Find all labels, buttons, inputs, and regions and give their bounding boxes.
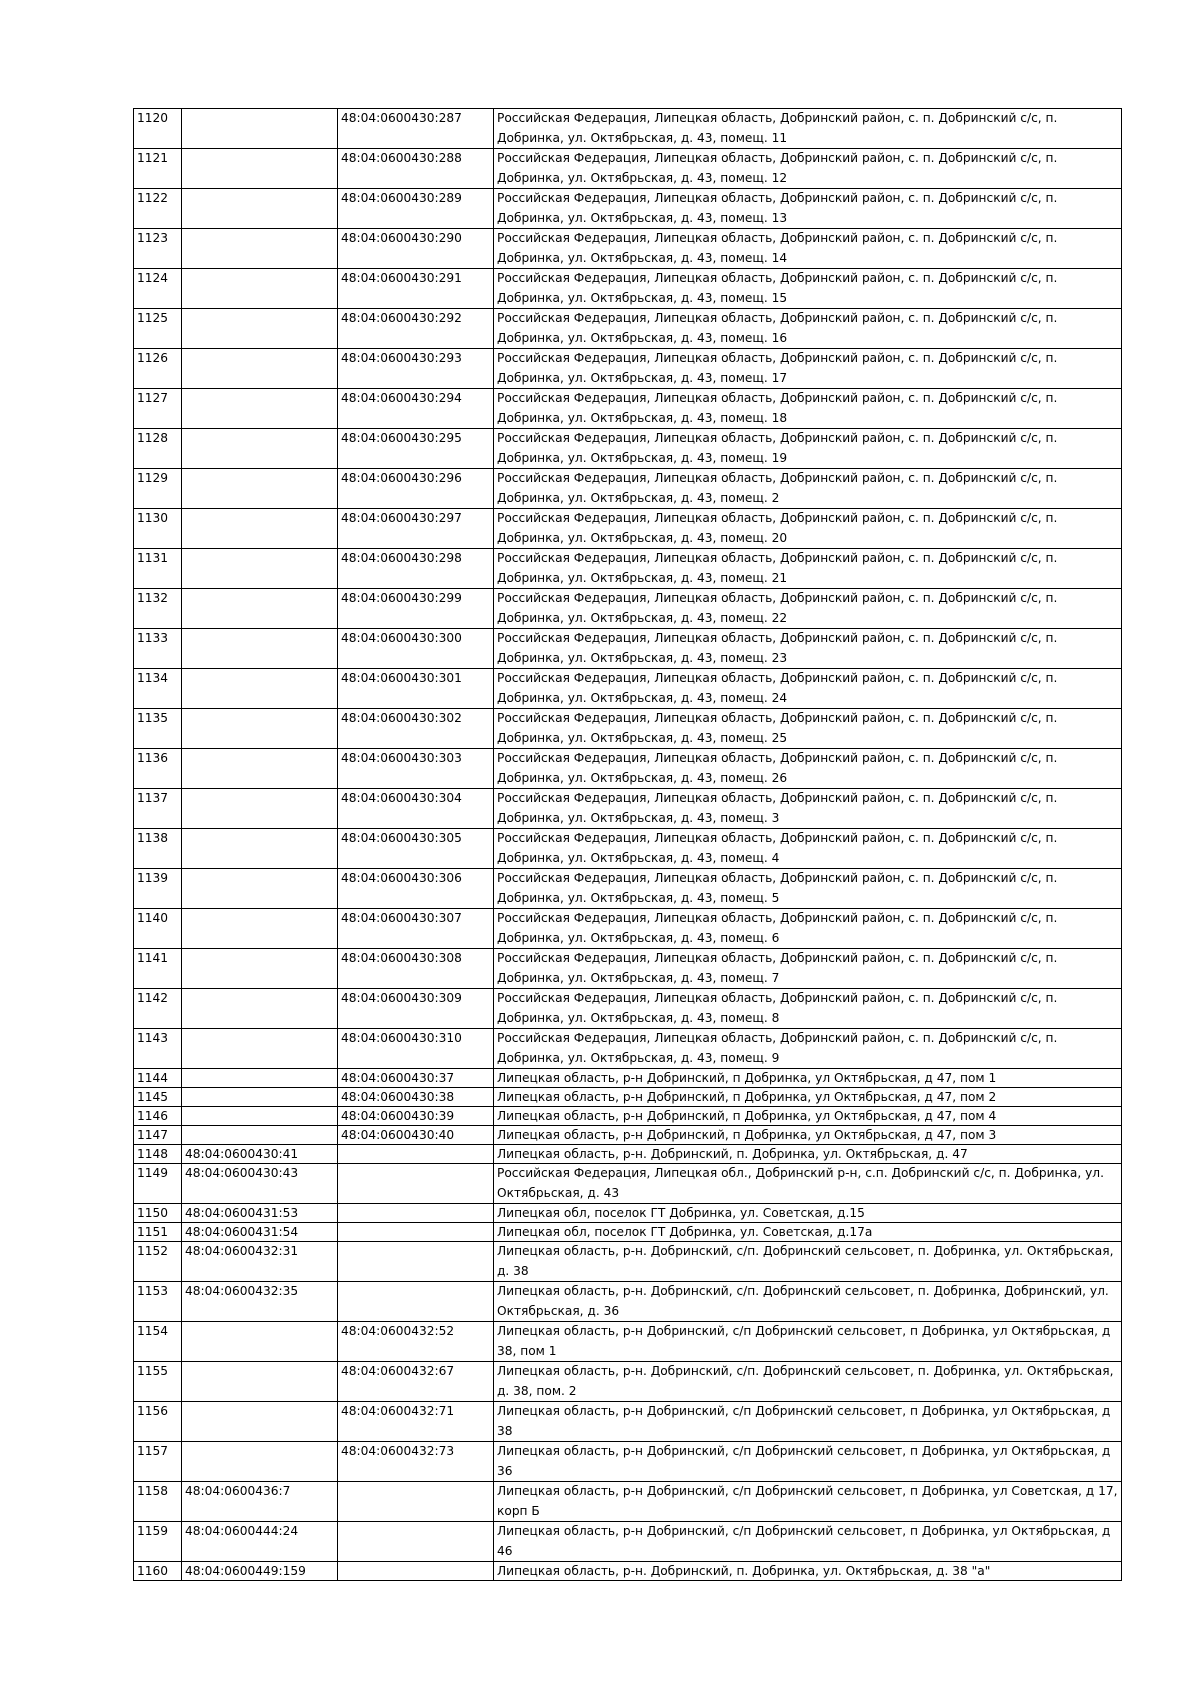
address-cell: Российская Федерация, Липецкая область, Добринский район, с. п. Добринский с/с, п. Добринка, ул. Октябрьская, д. 43, помещ. 7	[494, 949, 1122, 989]
object-cadastral-number-cell: 48:04:0600430:38	[338, 1088, 494, 1107]
row-number-cell: 1145	[134, 1088, 182, 1107]
address-cell: Российская Федерация, Липецкая область, Добринский район, с. п. Добринский с/с, п. Добринка, ул. Октябрьская, д. 43, помещ. 22	[494, 589, 1122, 629]
object-cadastral-number-cell: 48:04:0600430:288	[338, 149, 494, 189]
land-cadastral-number-cell	[182, 349, 338, 389]
row-number-cell: 1128	[134, 429, 182, 469]
table-row	[134, 1322, 1122, 1362]
address-cell: Российская Федерация, Липецкая область, Добринский район, с. п. Добринский с/с, п. Добринка, ул. Октябрьская, д. 43, помещ. 3	[494, 789, 1122, 829]
address-cell: Российская Федерация, Липецкая область, Добринский район, с. п. Добринский с/с, п. Добринка, ул. Октябрьская, д. 43, помещ. 18	[494, 389, 1122, 429]
table-row	[134, 709, 1122, 749]
land-cadastral-number-cell: 48:04:0600444:24	[182, 1522, 338, 1562]
row-number-cell: 1155	[134, 1362, 182, 1402]
land-cadastral-number-cell	[182, 1029, 338, 1069]
land-cadastral-number-cell	[182, 469, 338, 509]
object-cadastral-number-cell: 48:04:0600430:301	[338, 669, 494, 709]
object-cadastral-number-cell	[338, 1522, 494, 1562]
address-cell: Российская Федерация, Липецкая область, Добринский район, с. п. Добринский с/с, п. Добринка, ул. Октябрьская, д. 43, помещ. 6	[494, 909, 1122, 949]
table-row	[134, 349, 1122, 389]
address-cell: Липецкая область, р-н Добринский, п Добринка, ул Октябрьская, д 47, пом 1	[494, 1069, 1122, 1088]
table-row	[134, 1088, 1122, 1107]
table-row	[134, 109, 1122, 149]
row-number-cell: 1150	[134, 1204, 182, 1223]
object-cadastral-number-cell: 48:04:0600430:306	[338, 869, 494, 909]
object-cadastral-number-cell: 48:04:0600430:290	[338, 229, 494, 269]
table-row	[134, 589, 1122, 629]
object-cadastral-number-cell: 48:04:0600430:295	[338, 429, 494, 469]
address-cell: Липецкая обл, поселок ГТ Добринка, ул. Советская, д.17а	[494, 1223, 1122, 1242]
table-row	[134, 1069, 1122, 1088]
object-cadastral-number-cell: 48:04:0600430:293	[338, 349, 494, 389]
object-cadastral-number-cell	[338, 1482, 494, 1522]
row-number-cell: 1123	[134, 229, 182, 269]
address-cell: Российская Федерация, Липецкая область, Добринский район, с. п. Добринский с/с, п. Добринка, ул. Октябрьская, д. 43, помещ. 5	[494, 869, 1122, 909]
object-cadastral-number-cell: 48:04:0600430:305	[338, 829, 494, 869]
address-cell: Липецкая область, р-н Добринский, п Добринка, ул Октябрьская, д 47, пом 3	[494, 1126, 1122, 1145]
object-cadastral-number-cell: 48:04:0600430:308	[338, 949, 494, 989]
table-row	[134, 469, 1122, 509]
address-cell: Липецкая область, р-н. Добринский, с/п. Добринский сельсовет, п. Добринка, Добринский, ул. Октябрьская, д. 36	[494, 1282, 1122, 1322]
row-number-cell: 1130	[134, 509, 182, 549]
row-number-cell: 1121	[134, 149, 182, 189]
table-row	[134, 1562, 1122, 1581]
row-number-cell: 1149	[134, 1164, 182, 1204]
address-cell: Российская Федерация, Липецкая область, Добринский район, с. п. Добринский с/с, п. Добринка, ул. Октябрьская, д. 43, помещ. 24	[494, 669, 1122, 709]
address-cell: Российская Федерация, Липецкая область, Добринский район, с. п. Добринский с/с, п. Добринка, ул. Октябрьская, д. 43, помещ. 15	[494, 269, 1122, 309]
address-cell: Российская Федерация, Липецкая область, Добринский район, с. п. Добринский с/с, п. Добринка, ул. Октябрьская, д. 43, помещ. 17	[494, 349, 1122, 389]
land-cadastral-number-cell	[182, 549, 338, 589]
land-cadastral-number-cell	[182, 629, 338, 669]
land-cadastral-number-cell	[182, 989, 338, 1029]
address-cell: Российская Федерация, Липецкая область, Добринский район, с. п. Добринский с/с, п. Добринка, ул. Октябрьская, д. 43, помещ. 12	[494, 149, 1122, 189]
row-number-cell: 1132	[134, 589, 182, 629]
row-number-cell: 1152	[134, 1242, 182, 1282]
object-cadastral-number-cell: 48:04:0600432:73	[338, 1442, 494, 1482]
row-number-cell: 1156	[134, 1402, 182, 1442]
object-cadastral-number-cell: 48:04:0600430:304	[338, 789, 494, 829]
land-cadastral-number-cell: 48:04:0600432:31	[182, 1242, 338, 1282]
row-number-cell: 1141	[134, 949, 182, 989]
address-cell: Российская Федерация, Липецкая область, Добринский район, с. п. Добринский с/с, п. Добринка, ул. Октябрьская, д. 43, помещ. 16	[494, 309, 1122, 349]
table-row	[134, 149, 1122, 189]
object-cadastral-number-cell: 48:04:0600430:296	[338, 469, 494, 509]
table-row	[134, 1223, 1122, 1242]
address-cell: Российская Федерация, Липецкая область, Добринский район, с. п. Добринский с/с, п. Добринка, ул. Октябрьская, д. 43, помещ. 20	[494, 509, 1122, 549]
object-cadastral-number-cell	[338, 1223, 494, 1242]
land-cadastral-number-cell	[182, 189, 338, 229]
land-cadastral-number-cell	[182, 309, 338, 349]
table-body	[134, 109, 1122, 1581]
object-cadastral-number-cell: 48:04:0600432:67	[338, 1362, 494, 1402]
address-cell: Липецкая обл, поселок ГТ Добринка, ул. Советская, д.15	[494, 1204, 1122, 1223]
table-row	[134, 789, 1122, 829]
object-cadastral-number-cell	[338, 1282, 494, 1322]
row-number-cell: 1157	[134, 1442, 182, 1482]
land-cadastral-number-cell	[182, 1402, 338, 1442]
object-cadastral-number-cell	[338, 1242, 494, 1282]
table-row	[134, 1204, 1122, 1223]
object-cadastral-number-cell: 48:04:0600430:303	[338, 749, 494, 789]
address-cell: Российская Федерация, Липецкая обл., Добринский р-н, с.п. Добринский с/с, п. Добринка, ул. Октябрьская, д. 43	[494, 1164, 1122, 1204]
land-cadastral-number-cell	[182, 1107, 338, 1126]
table-row	[134, 1522, 1122, 1562]
row-number-cell: 1151	[134, 1223, 182, 1242]
land-cadastral-number-cell	[182, 389, 338, 429]
address-cell: Липецкая область, р-н Добринский, с/п Добринский сельсовет, п Добринка, ул Октябрьская, д 38	[494, 1402, 1122, 1442]
address-cell: Липецкая область, р-н. Добринский, п. Добринка, ул. Октябрьская, д. 47	[494, 1145, 1122, 1164]
land-cadastral-number-cell	[182, 949, 338, 989]
land-cadastral-number-cell	[182, 749, 338, 789]
row-number-cell: 1144	[134, 1069, 182, 1088]
land-cadastral-number-cell	[182, 789, 338, 829]
table-row	[134, 989, 1122, 1029]
address-cell: Липецкая область, р-н. Добринский, п. Добринка, ул. Октябрьская, д. 38 "а"	[494, 1562, 1122, 1581]
table-row	[134, 949, 1122, 989]
address-cell: Липецкая область, р-н Добринский, с/п Добринский сельсовет, п Добринка, ул Октябрьская, д 38, пом 1	[494, 1322, 1122, 1362]
land-cadastral-number-cell	[182, 1069, 338, 1088]
object-cadastral-number-cell: 48:04:0600430:37	[338, 1069, 494, 1088]
land-cadastral-number-cell	[182, 709, 338, 749]
row-number-cell: 1148	[134, 1145, 182, 1164]
address-cell: Российская Федерация, Липецкая область, Добринский район, с. п. Добринский с/с, п. Добринка, ул. Октябрьская, д. 43, помещ. 21	[494, 549, 1122, 589]
land-cadastral-number-cell	[182, 429, 338, 469]
address-cell: Российская Федерация, Липецкая область, Добринский район, с. п. Добринский с/с, п. Добринка, ул. Октябрьская, д. 43, помещ. 2	[494, 469, 1122, 509]
land-cadastral-number-cell: 48:04:0600436:7	[182, 1482, 338, 1522]
row-number-cell: 1142	[134, 989, 182, 1029]
row-number-cell: 1125	[134, 309, 182, 349]
row-number-cell: 1126	[134, 349, 182, 389]
row-number-cell: 1129	[134, 469, 182, 509]
land-cadastral-number-cell	[182, 149, 338, 189]
table-row	[134, 1164, 1122, 1204]
address-cell: Российская Федерация, Липецкая область, Добринский район, с. п. Добринский с/с, п. Добринка, ул. Октябрьская, д. 43, помещ. 23	[494, 629, 1122, 669]
land-cadastral-number-cell	[182, 829, 338, 869]
row-number-cell: 1136	[134, 749, 182, 789]
row-number-cell: 1137	[134, 789, 182, 829]
table-row	[134, 1029, 1122, 1069]
row-number-cell: 1134	[134, 669, 182, 709]
object-cadastral-number-cell: 48:04:0600430:297	[338, 509, 494, 549]
land-cadastral-number-cell	[182, 109, 338, 149]
object-cadastral-number-cell: 48:04:0600432:71	[338, 1402, 494, 1442]
row-number-cell: 1122	[134, 189, 182, 229]
address-cell: Липецкая область, р-н Добринский, п Добринка, ул Октябрьская, д 47, пом 2	[494, 1088, 1122, 1107]
table-row	[134, 1282, 1122, 1322]
row-number-cell: 1135	[134, 709, 182, 749]
table-row	[134, 829, 1122, 869]
table-row	[134, 1442, 1122, 1482]
land-cadastral-number-cell	[182, 1362, 338, 1402]
land-cadastral-number-cell: 48:04:0600431:53	[182, 1204, 338, 1223]
address-cell: Российская Федерация, Липецкая область, Добринский район, с. п. Добринский с/с, п. Добринка, ул. Октябрьская, д. 43, помещ. 11	[494, 109, 1122, 149]
land-cadastral-number-cell	[182, 1126, 338, 1145]
object-cadastral-number-cell: 48:04:0600430:39	[338, 1107, 494, 1126]
table-row	[134, 869, 1122, 909]
object-cadastral-number-cell: 48:04:0600430:299	[338, 589, 494, 629]
row-number-cell: 1159	[134, 1522, 182, 1562]
row-number-cell: 1140	[134, 909, 182, 949]
address-cell: Липецкая область, р-н. Добринский, с/п. Добринский сельсовет, п. Добринка, ул. Октябрьская, д. 38, пом. 2	[494, 1362, 1122, 1402]
row-number-cell: 1147	[134, 1126, 182, 1145]
object-cadastral-number-cell: 48:04:0600430:302	[338, 709, 494, 749]
land-cadastral-number-cell: 48:04:0600449:159	[182, 1562, 338, 1581]
land-cadastral-number-cell: 48:04:0600432:35	[182, 1282, 338, 1322]
row-number-cell: 1160	[134, 1562, 182, 1581]
table-row	[134, 309, 1122, 349]
land-cadastral-number-cell	[182, 909, 338, 949]
row-number-cell: 1158	[134, 1482, 182, 1522]
table-row	[134, 1126, 1122, 1145]
row-number-cell: 1153	[134, 1282, 182, 1322]
table-row	[134, 669, 1122, 709]
object-cadastral-number-cell: 48:04:0600430:300	[338, 629, 494, 669]
table-row	[134, 1242, 1122, 1282]
address-cell: Российская Федерация, Липецкая область, Добринский район, с. п. Добринский с/с, п. Добринка, ул. Октябрьская, д. 43, помещ. 25	[494, 709, 1122, 749]
object-cadastral-number-cell: 48:04:0600430:294	[338, 389, 494, 429]
row-number-cell: 1124	[134, 269, 182, 309]
land-cadastral-number-cell	[182, 1088, 338, 1107]
land-cadastral-number-cell: 48:04:0600430:43	[182, 1164, 338, 1204]
object-cadastral-number-cell: 48:04:0600432:52	[338, 1322, 494, 1362]
table-row	[134, 389, 1122, 429]
object-cadastral-number-cell	[338, 1204, 494, 1223]
table-row	[134, 1362, 1122, 1402]
address-cell: Липецкая область, р-н. Добринский, с/п. Добринский сельсовет, п. Добринка, ул. Октябрьская, д. 38	[494, 1242, 1122, 1282]
address-cell: Липецкая область, р-н Добринский, с/п Добринский сельсовет, п Добринка, ул Советская, д 17, корп Б	[494, 1482, 1122, 1522]
table-row	[134, 189, 1122, 229]
table-row	[134, 1402, 1122, 1442]
object-cadastral-number-cell: 48:04:0600430:309	[338, 989, 494, 1029]
object-cadastral-number-cell: 48:04:0600430:287	[338, 109, 494, 149]
table-row	[134, 749, 1122, 789]
row-number-cell: 1154	[134, 1322, 182, 1362]
row-number-cell: 1133	[134, 629, 182, 669]
table-row	[134, 909, 1122, 949]
address-cell: Липецкая область, р-н Добринский, с/п Добринский сельсовет, п Добринка, ул Октябрьская, д 46	[494, 1522, 1122, 1562]
address-cell: Российская Федерация, Липецкая область, Добринский район, с. п. Добринский с/с, п. Добринка, ул. Октябрьская, д. 43, помещ. 13	[494, 189, 1122, 229]
property-register-table	[133, 108, 1122, 1581]
row-number-cell: 1139	[134, 869, 182, 909]
address-cell: Российская Федерация, Липецкая область, Добринский район, с. п. Добринский с/с, п. Добринка, ул. Октябрьская, д. 43, помещ. 8	[494, 989, 1122, 1029]
row-number-cell: 1143	[134, 1029, 182, 1069]
land-cadastral-number-cell: 48:04:0600431:54	[182, 1223, 338, 1242]
table-row	[134, 429, 1122, 469]
address-cell: Российская Федерация, Липецкая область, Добринский район, с. п. Добринский с/с, п. Добринка, ул. Октябрьская, д. 43, помещ. 9	[494, 1029, 1122, 1069]
land-cadastral-number-cell	[182, 269, 338, 309]
table-row	[134, 1145, 1122, 1164]
table-row	[134, 549, 1122, 589]
object-cadastral-number-cell	[338, 1562, 494, 1581]
row-number-cell: 1120	[134, 109, 182, 149]
object-cadastral-number-cell: 48:04:0600430:298	[338, 549, 494, 589]
row-number-cell: 1138	[134, 829, 182, 869]
row-number-cell: 1131	[134, 549, 182, 589]
row-number-cell: 1146	[134, 1107, 182, 1126]
address-cell: Российская Федерация, Липецкая область, Добринский район, с. п. Добринский с/с, п. Добринка, ул. Октябрьская, д. 43, помещ. 14	[494, 229, 1122, 269]
land-cadastral-number-cell: 48:04:0600430:41	[182, 1145, 338, 1164]
table-row	[134, 269, 1122, 309]
address-cell: Липецкая область, р-н Добринский, п Добринка, ул Октябрьская, д 47, пом 4	[494, 1107, 1122, 1126]
land-cadastral-number-cell	[182, 229, 338, 269]
land-cadastral-number-cell	[182, 669, 338, 709]
table-row	[134, 509, 1122, 549]
object-cadastral-number-cell: 48:04:0600430:289	[338, 189, 494, 229]
object-cadastral-number-cell	[338, 1145, 494, 1164]
table-row	[134, 229, 1122, 269]
address-cell: Российская Федерация, Липецкая область, Добринский район, с. п. Добринский с/с, п. Добринка, ул. Октябрьская, д. 43, помещ. 19	[494, 429, 1122, 469]
object-cadastral-number-cell: 48:04:0600430:292	[338, 309, 494, 349]
row-number-cell: 1127	[134, 389, 182, 429]
land-cadastral-number-cell	[182, 869, 338, 909]
land-cadastral-number-cell	[182, 509, 338, 549]
address-cell: Российская Федерация, Липецкая область, Добринский район, с. п. Добринский с/с, п. Добринка, ул. Октябрьская, д. 43, помещ. 4	[494, 829, 1122, 869]
table-row	[134, 1482, 1122, 1522]
address-cell: Российская Федерация, Липецкая область, Добринский район, с. п. Добринский с/с, п. Добринка, ул. Октябрьская, д. 43, помещ. 26	[494, 749, 1122, 789]
object-cadastral-number-cell: 48:04:0600430:310	[338, 1029, 494, 1069]
table-row	[134, 629, 1122, 669]
land-cadastral-number-cell	[182, 589, 338, 629]
object-cadastral-number-cell: 48:04:0600430:291	[338, 269, 494, 309]
land-cadastral-number-cell	[182, 1442, 338, 1482]
object-cadastral-number-cell: 48:04:0600430:307	[338, 909, 494, 949]
object-cadastral-number-cell: 48:04:0600430:40	[338, 1126, 494, 1145]
land-cadastral-number-cell	[182, 1322, 338, 1362]
address-cell: Липецкая область, р-н Добринский, с/п Добринский сельсовет, п Добринка, ул Октябрьская, д 36	[494, 1442, 1122, 1482]
object-cadastral-number-cell	[338, 1164, 494, 1204]
table-row	[134, 1107, 1122, 1126]
